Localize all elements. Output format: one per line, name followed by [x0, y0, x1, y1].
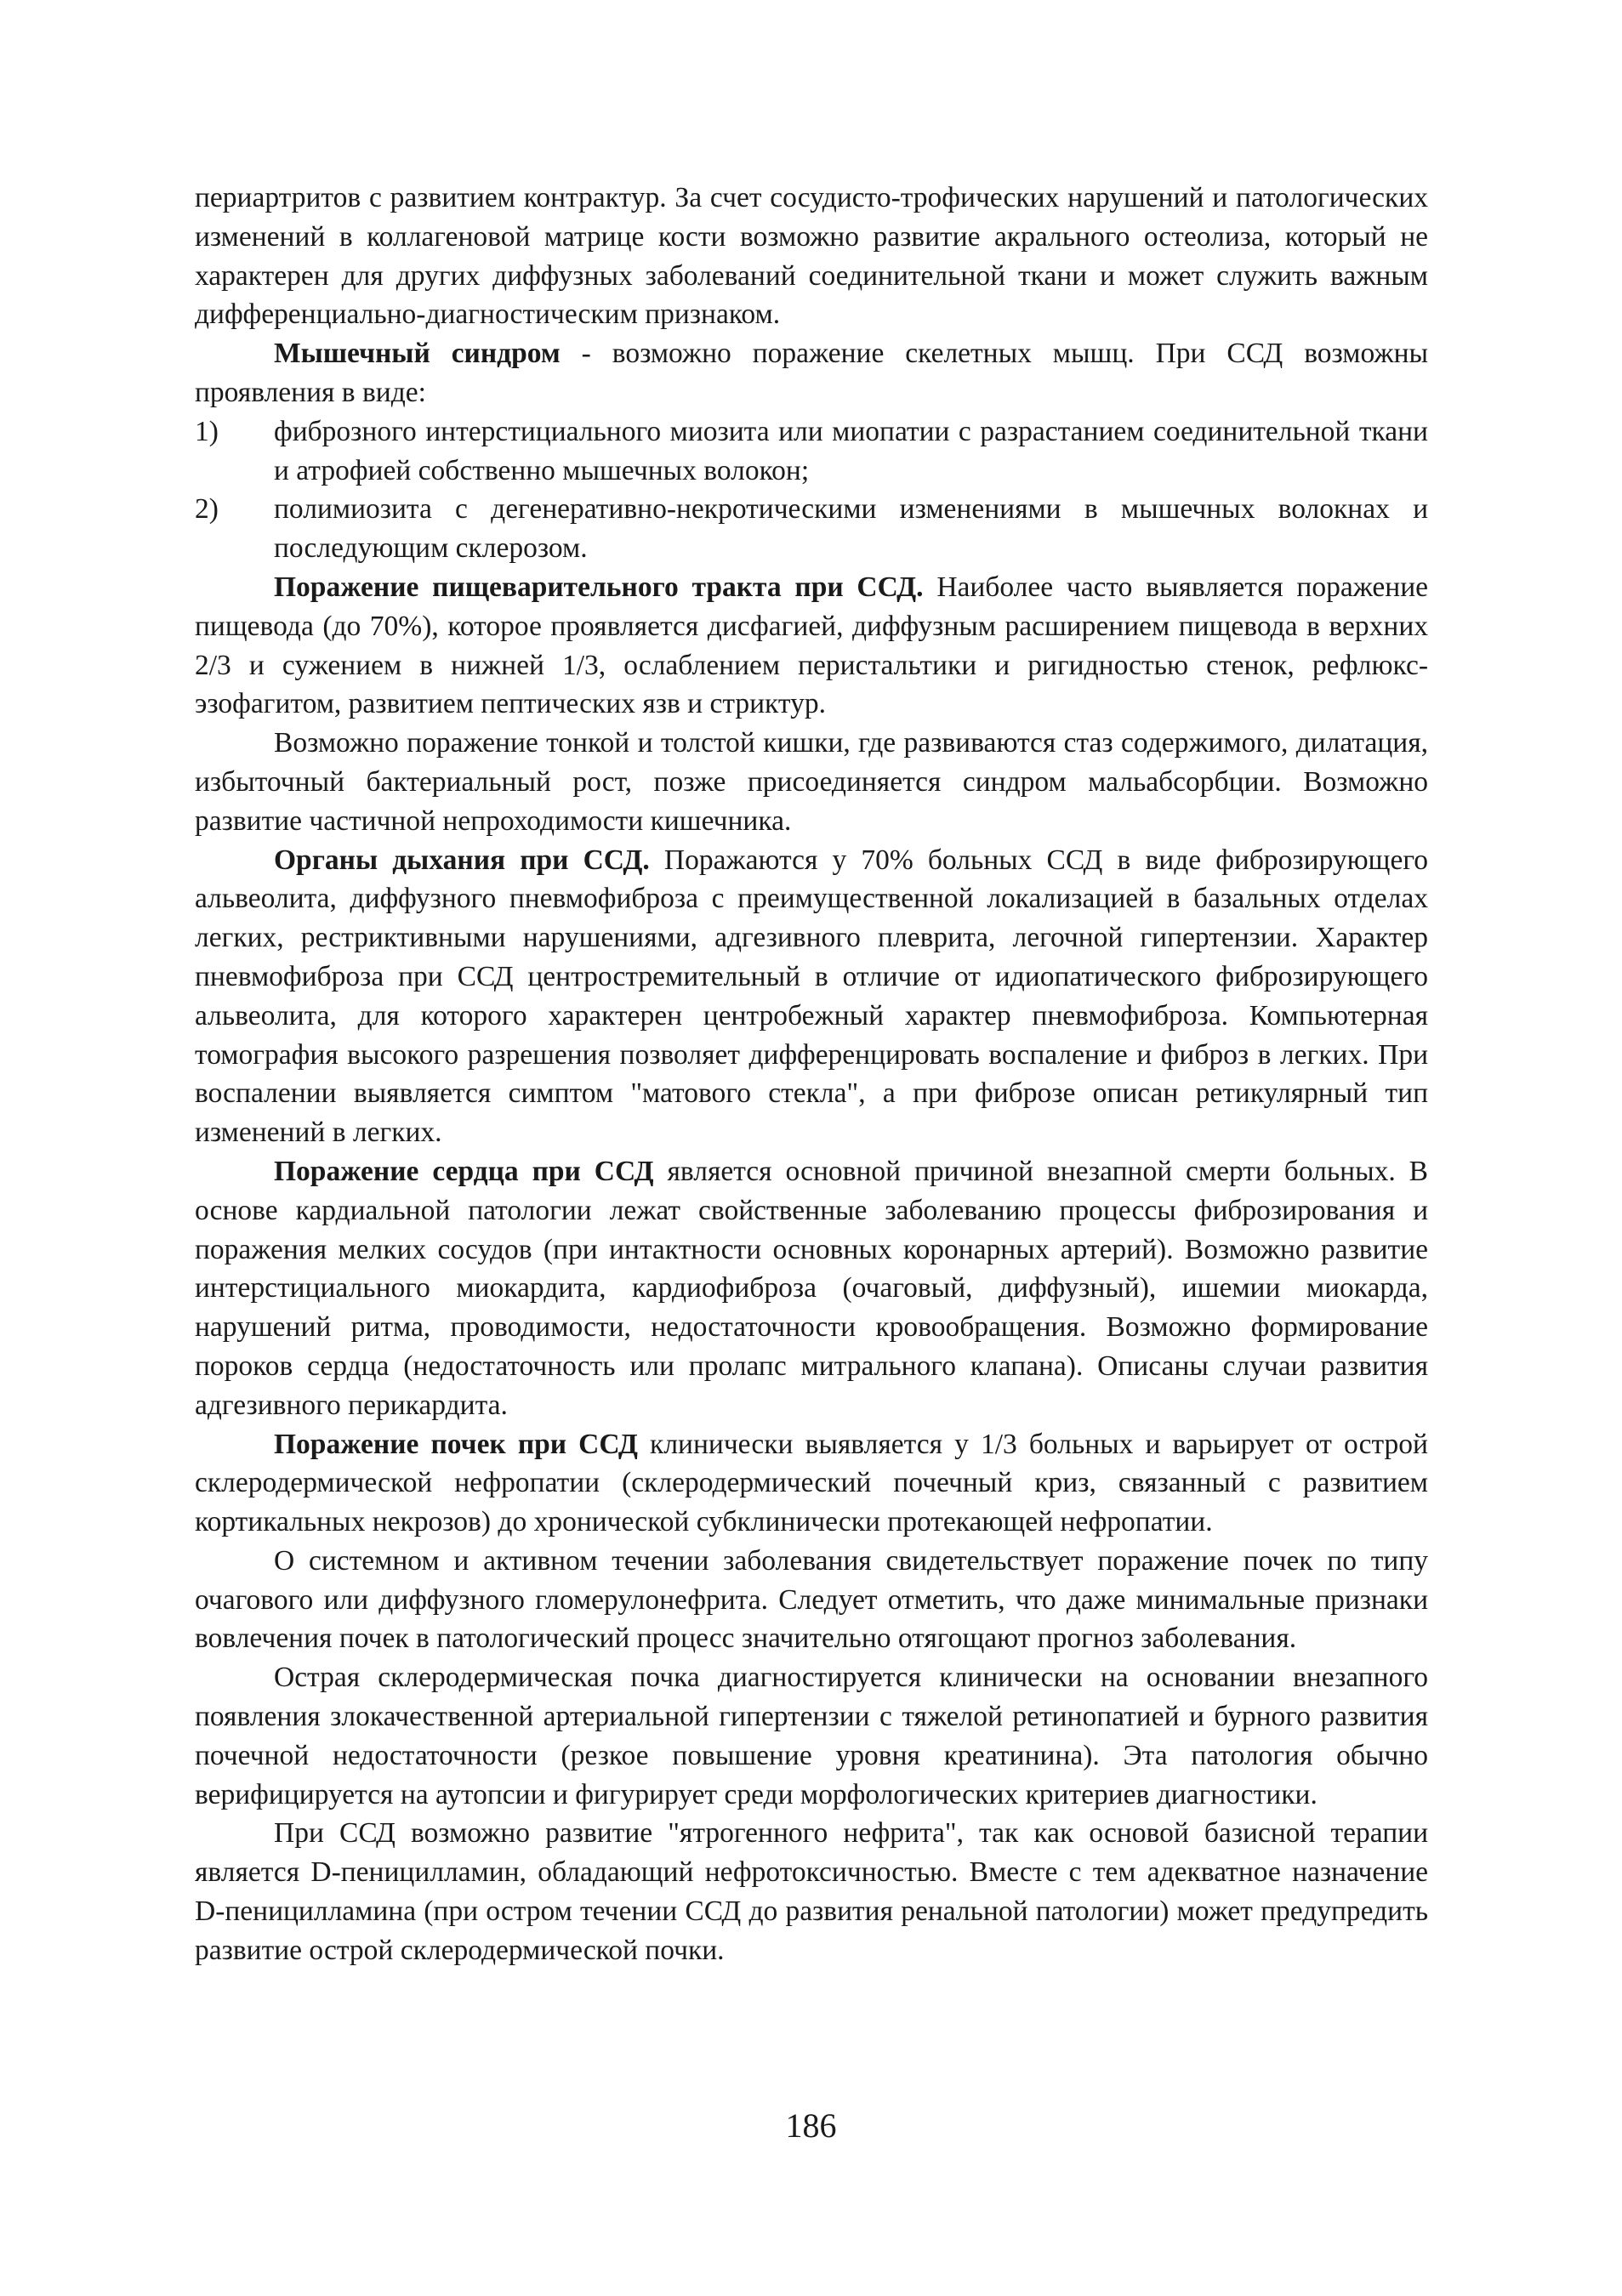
- paragraph-kidneys-systemic: О системном и активном течении заболевания свидетельствует поражение почек по типу очагового или диффузного гломерулонефрита. Следует отметить, что даже минимальные признаки вовлечения почек в патологический процесс значительно отягощают прогноз заболевания.: [195, 1544, 1428, 1655]
- paragraph-text: Наиболее часто выявляется поражение пищевода (до 70%), которое проявляется дисфагией, диффузным расширением пищевода в верхних 2/3 и сужением в нижней 1/3, ослаблением перистальтики и ригидностью стенок, рефлюкс-эзофагитом, развитием пептических язв и стриктур.: [195, 571, 1428, 720]
- paragraph-respiratory: [195, 841, 1428, 1152]
- paragraph-heart: [195, 1152, 1428, 1425]
- paragraph-kidneys: [195, 1425, 1428, 1542]
- numbered-list: [195, 412, 1428, 568]
- paragraph-iatrogenic-nephritis: При ССД возможно развитие "ятрогенного нефрита", так как основой базисной терапии является D-пеницилламин, обладающий нефротоксичностью. Вместе с тем адекватное назначение D-пеницилламина (при остром течении ССД до развития ренальной патологии) может предупредить развитие острой склеродермической почки.: [195, 1817, 1428, 1966]
- list-item-text: полимиозита с дегенеративно-некротическими изменениями в мышечных волокнах и последующим склерозом.: [274, 493, 1428, 565]
- paragraph-digestive-tract: [195, 568, 1428, 724]
- list-item-number: 1): [195, 415, 219, 447]
- body-text: [195, 179, 1428, 1970]
- paragraph-text: является основной причиной внезапной смерти больных. В основе кардиальной патологии лежат свойственные заболеванию процессы фиброзирования и поражения мелких сосудов (при интактности основных коронарных артерий). Возможно развитие интерстициального миокардита, кардиофиброза (очаговый, диффузный), ишемии миокарда, нарушений ритма, проводимости, недостаточности кровообращения. Возможно формирование пороков сердца (недостаточность или пролапс митрального клапана). Описаны случаи развития адгезивного перикардита.: [195, 1155, 1428, 1421]
- list-item-number: 2): [195, 493, 219, 526]
- heading-respiratory: Органы дыхания при ССД.: [274, 844, 650, 876]
- heading-muscle-syndrome: Мышечный синдром: [274, 338, 561, 370]
- paragraph-intestine: Возможно поражение тонкой и толстой кишки, где развиваются стаз содержимого, дилатация, избыточный бактериальный рост, позже присоединяется синдром мальабсорбции. Возможно развитие частичной непроходимости кишечника.: [195, 727, 1428, 837]
- paragraph-text: - возможно поражение скелетных мышц. При ССД возможны проявления в виде:: [195, 338, 1429, 408]
- list-item: [195, 412, 1428, 491]
- heading-digestive-tract: Поражение пищеварительного тракта при ССД.: [274, 571, 924, 603]
- paragraph-text: клинически выявляется у 1/3 больных и варьирует от острой склеродермической нефропатии (склеродермический почечный криз, связанный с развитием кортикальных некрозов) до хронической субклинически протекающей нефропатии.: [195, 1428, 1428, 1538]
- paragraph-muscle-syndrome: [195, 334, 1428, 412]
- paragraph-continuation: периартритов с развитием контрактур. За счет сосудисто-трофических нарушений и патологических изменений в коллагеновой матрице кости возможно развитие акрального остеолиза, который не характерен для других диффузных заболеваний соединительной ткани и может служить важным дифференциально-диагностическим признаком.: [195, 182, 1428, 331]
- list-item: [195, 490, 1428, 568]
- page-number: 186: [785, 2106, 837, 2145]
- list-item-text: фиброзного интерстициального миозита или миопатии с разрастанием соединительной ткани и атрофией собственно мышечных волокон;: [274, 415, 1428, 486]
- paragraph-acute-kidney: Острая склеродермическая почка диагностируется клинически на основании внезапного появления злокачественной артериальной гипертензии с тяжелой ретинопатией и бурного развития почечной недостаточности (резкое повышение уровня креатинина). Эта патология обычно верифицируется на аутопсии и фигурирует среди морфологических критериев диагностики.: [195, 1662, 1428, 1810]
- heading-kidneys: Поражение почек при ССД: [274, 1428, 638, 1460]
- paragraph-text: Поражаются у 70% больных ССД в виде фиброзирующего альвеолита, диффузного пневмофиброза с преимущественной локализацией в базальных отделах легких, рестриктивными нарушениями, адгезивного плеврита, легочной гипертензии. Характер пневмофиброза при ССД центростремительный в отличие от идиопатического фиброзирующего альвеолита, для которого характерен центробежный характер пневмофиброза. Компьютерная томография высокого разрешения позволяет дифференцировать воспаление и фиброз в легких. При воспалении выявляется симптом "матового стекла", а при фиброзе описан ретикулярный тип изменений в легких.: [195, 844, 1428, 1149]
- heading-heart: Поражение сердца при ССД: [274, 1155, 654, 1187]
